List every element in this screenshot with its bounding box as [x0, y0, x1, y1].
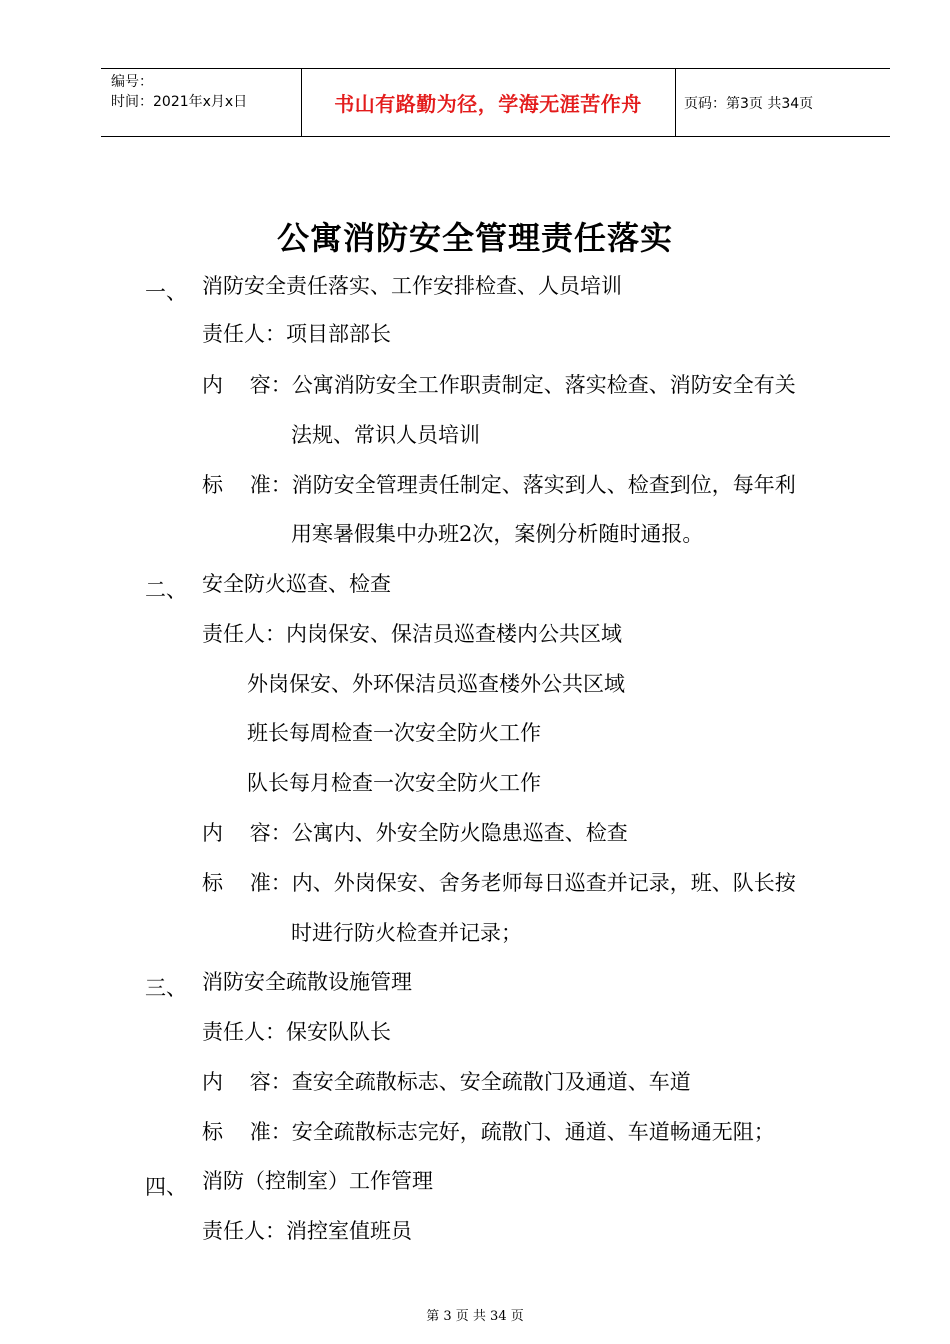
- section-4-responsible: 责任人：消控室值班员: [202, 1219, 412, 1243]
- section-1-number: 一、: [145, 280, 187, 304]
- page-header: [101, 68, 890, 137]
- section-1-standard: 标 准：消防安全管理责任制定、落实到人、检查到位，每年利: [202, 473, 796, 497]
- motto: 书山有路勤为径，学海无涯苦作舟: [334, 92, 642, 116]
- section-3-heading: 消防安全疏散设施管理: [202, 970, 412, 994]
- section-2-responsible-4: 队长每月检查一次安全防火工作: [247, 771, 541, 795]
- section-1-standard-cont: 用寒暑假集中办班2次，案例分析随时通报。: [291, 522, 704, 546]
- section-1-heading: 消防安全责任落实、工作安排检查、人员培训: [202, 274, 622, 298]
- header-page-cell: [676, 69, 890, 136]
- section-2-standard-cont: 时进行防火检查并记录；: [291, 921, 522, 945]
- section-3-content: 内 容：查安全疏散标志、安全疏散门及通道、车道: [202, 1070, 691, 1094]
- header-meta: [101, 69, 302, 136]
- section-1-content: 内 容：公寓消防安全工作职责制定、落实检查、消防安全有关: [202, 373, 796, 397]
- header-motto-cell: [301, 69, 676, 136]
- time-label: 时间：2021年x月x日: [111, 94, 248, 110]
- section-2-responsible-3: 班长每周检查一次安全防火工作: [247, 721, 541, 745]
- section-2-responsible-2: 外岗保安、外环保洁员巡查楼外公共区域: [247, 672, 625, 696]
- section-3-standard: 标 准：安全疏散标志完好，疏散门、通道、车道畅通无阻；: [202, 1120, 775, 1144]
- section-1-responsible: 责任人：项目部部长: [202, 322, 391, 346]
- section-3-responsible: 责任人：保安队队长: [202, 1020, 391, 1044]
- section-2-responsible: 责任人：内岗保安、保洁员巡查楼内公共区域: [202, 622, 622, 646]
- section-3-number: 三、: [145, 976, 187, 1000]
- section-4-number: 四、: [145, 1175, 187, 1199]
- page-footer: 第 3 页 共 34 页: [426, 1309, 524, 1324]
- section-2-number: 二、: [145, 578, 187, 602]
- section-4-heading: 消防（控制室）工作管理: [202, 1169, 433, 1193]
- document-title: 公寓消防安全管理责任落实: [276, 219, 673, 257]
- section-1-content-cont: 法规、常识人员培训: [291, 423, 480, 447]
- section-2-standard: 标 准：内、外岗保安、舍务老师每日巡查并记录，班、队长按: [202, 871, 796, 895]
- section-2-content: 内 容：公寓内、外安全防火隐患巡查、检查: [202, 821, 628, 845]
- section-2-heading: 安全防火巡查、检查: [202, 572, 391, 596]
- number-label: 编号：: [111, 74, 153, 90]
- page-info: 页码：第3页 共34页: [684, 95, 814, 112]
